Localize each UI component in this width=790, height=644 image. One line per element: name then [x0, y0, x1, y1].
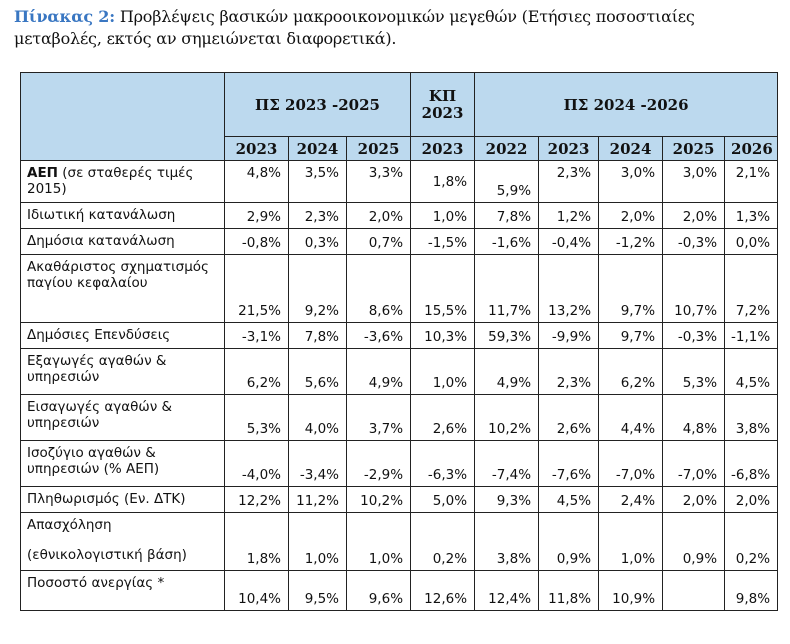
table-cell: 1,0% — [347, 513, 411, 571]
table-cell: 5,6% — [289, 349, 347, 395]
macro-forecast-table — [20, 72, 778, 611]
table-cell: 0,2% — [725, 513, 778, 571]
group-header-ps-2023-2025: ΠΣ 2023 -2025 — [225, 73, 411, 137]
table-cell: -7,6% — [539, 441, 599, 487]
row-label-gap — [27, 533, 218, 547]
table-cell: 1,8% — [411, 161, 475, 203]
year-header: 2022 — [475, 137, 539, 161]
table-cell: 5,3% — [225, 395, 289, 441]
table-cell: 3,8% — [475, 513, 539, 571]
table-cell: 11,2% — [289, 487, 347, 513]
table-cell: 9,6% — [347, 571, 411, 611]
table-row — [21, 323, 778, 349]
row-label-rest: (σε σταθερές τιμές 2015) — [27, 165, 194, 197]
table-cell: 1,2% — [539, 203, 599, 229]
table-cell: 7,8% — [289, 323, 347, 349]
table-cell: 0,7% — [347, 229, 411, 255]
table-cell: 7,8% — [475, 203, 539, 229]
table-cell: -0,4% — [539, 229, 599, 255]
table-cell: -4,0% — [225, 441, 289, 487]
table-cell: 1,3% — [725, 203, 778, 229]
table-row — [21, 487, 778, 513]
table-cell: 11,7% — [475, 255, 539, 323]
table-cell — [663, 571, 725, 611]
table-cell: -3,6% — [347, 323, 411, 349]
table-row — [21, 229, 778, 255]
group-header-kp-2023 — [411, 73, 475, 137]
row-label: Πληθωρισμός (Εν. ΔΤΚ) — [21, 487, 225, 513]
table-cell: 2,6% — [539, 395, 599, 441]
table-cell: 13,2% — [539, 255, 599, 323]
row-label — [21, 161, 225, 203]
table-cell: 2,0% — [347, 203, 411, 229]
table-cell: -0,3% — [663, 229, 725, 255]
table-cell: 2,0% — [663, 487, 725, 513]
table-cell: 0,9% — [539, 513, 599, 571]
table-cell: 2,1% — [725, 161, 778, 203]
table-cell: 9,7% — [599, 323, 663, 349]
table-cell: -0,3% — [663, 323, 725, 349]
table-cell: 10,9% — [599, 571, 663, 611]
table-cell: 4,0% — [289, 395, 347, 441]
header-corner-cell — [21, 73, 225, 161]
table-cell: 9,2% — [289, 255, 347, 323]
table-cell: 2,6% — [411, 395, 475, 441]
year-header: 2024 — [599, 137, 663, 161]
table-cell: 10,2% — [347, 487, 411, 513]
row-label: Ιδιωτική κατανάλωση — [21, 203, 225, 229]
row-label: Δημόσια κατανάλωση — [21, 229, 225, 255]
caption-label: Πίνακας 2: — [14, 7, 115, 26]
kp-year: 2023 — [421, 103, 464, 122]
table-cell: 3,0% — [599, 161, 663, 203]
table-cell: 4,8% — [663, 395, 725, 441]
table-cell: 7,2% — [725, 255, 778, 323]
table-row — [21, 571, 778, 611]
table-cell: -0,8% — [225, 229, 289, 255]
table-cell: 10,7% — [663, 255, 725, 323]
table-cell: 3,3% — [347, 161, 411, 203]
year-header: 2023 — [539, 137, 599, 161]
table-cell: 2,0% — [599, 203, 663, 229]
caption-text: Προβλέψεις βασικών μακροοικονομικών μεγεθών (Ετήσιες ποσοστιαίες μεταβολές, εκτός αν σημειώνεται διαφορετικά). — [14, 7, 695, 48]
table-cell: 1,0% — [289, 513, 347, 571]
table-row — [21, 395, 778, 441]
table-cell: 4,4% — [599, 395, 663, 441]
table-row — [21, 441, 778, 487]
table-row — [21, 203, 778, 229]
kp-label: ΚΠ — [428, 86, 457, 105]
table-cell: 10,3% — [411, 323, 475, 349]
year-header: 2025 — [663, 137, 725, 161]
row-label-line2: (εθνικολογιστική βάση) — [27, 547, 187, 563]
table-cell: -2,9% — [347, 441, 411, 487]
table-cell: 0,2% — [411, 513, 475, 571]
table-cell: 10,2% — [475, 395, 539, 441]
table-cell: 0,0% — [725, 229, 778, 255]
table-cell: -1,1% — [725, 323, 778, 349]
table-cell: -1,6% — [475, 229, 539, 255]
table-cell: 4,9% — [347, 349, 411, 395]
year-header: 2026 — [725, 137, 778, 161]
table-cell: 5,9% — [475, 161, 539, 203]
table-cell: 1,8% — [225, 513, 289, 571]
table-cell: 6,2% — [599, 349, 663, 395]
table-cell: 9,3% — [475, 487, 539, 513]
table-row — [21, 255, 778, 323]
year-header: 2025 — [347, 137, 411, 161]
table-cell: -3,4% — [289, 441, 347, 487]
table-cell: -6,3% — [411, 441, 475, 487]
row-label: Δημόσιες Επενδύσεις — [21, 323, 225, 349]
table-row — [21, 349, 778, 395]
table-cell: -1,5% — [411, 229, 475, 255]
year-header: 2023 — [411, 137, 475, 161]
row-label: Εισαγωγές αγαθών & υπηρεσιών — [21, 395, 225, 441]
table-cell: 5,3% — [663, 349, 725, 395]
year-header: 2024 — [289, 137, 347, 161]
group-header-ps-2024-2026: ΠΣ 2024 -2026 — [475, 73, 778, 137]
table-cell: 4,5% — [539, 487, 599, 513]
table-cell: 21,5% — [225, 255, 289, 323]
table-cell: 8,6% — [347, 255, 411, 323]
table-cell: 10,4% — [225, 571, 289, 611]
table-cell: 1,0% — [411, 349, 475, 395]
row-label — [21, 513, 225, 571]
row-label: Εξαγωγές αγαθών & υπηρεσιών — [21, 349, 225, 395]
table-cell: 12,6% — [411, 571, 475, 611]
table-cell: 0,9% — [663, 513, 725, 571]
table-cell: 15,5% — [411, 255, 475, 323]
table-cell: 9,5% — [289, 571, 347, 611]
header-group-row — [21, 73, 778, 137]
table-cell: 1,0% — [599, 513, 663, 571]
table-cell: 9,7% — [599, 255, 663, 323]
table-cell: -3,1% — [225, 323, 289, 349]
table-cell: 59,3% — [475, 323, 539, 349]
table-cell: -7,0% — [663, 441, 725, 487]
table-row — [21, 513, 778, 571]
table-cell: 3,5% — [289, 161, 347, 203]
table-cell: 6,2% — [225, 349, 289, 395]
table-cell: -6,8% — [725, 441, 778, 487]
row-label: Ισοζύγιο αγαθών & υπηρεσιών (% ΑΕΠ) — [21, 441, 225, 487]
table-cell: -7,4% — [475, 441, 539, 487]
year-header: 2023 — [225, 137, 289, 161]
table-cell: 2,0% — [725, 487, 778, 513]
table-row-gdp — [21, 161, 778, 203]
row-label: Ποσοστό ανεργίας * — [21, 571, 225, 611]
table-cell: 3,0% — [663, 161, 725, 203]
table-cell: 1,0% — [411, 203, 475, 229]
row-label-line1: Απασχόληση — [27, 517, 112, 533]
table-cell: 2,0% — [663, 203, 725, 229]
table-cell: 2,3% — [539, 161, 599, 203]
row-label: Ακαθάριστος σχηματισμός παγίου κεφαλαίου — [21, 255, 225, 323]
table-cell: 12,2% — [225, 487, 289, 513]
row-label-bold: ΑΕΠ — [27, 165, 58, 181]
table-cell: 4,8% — [225, 161, 289, 203]
table-cell: 3,8% — [725, 395, 778, 441]
table-cell: 0,3% — [289, 229, 347, 255]
table-caption — [14, 6, 784, 50]
table-cell: 2,9% — [225, 203, 289, 229]
table-cell: 2,3% — [539, 349, 599, 395]
table-cell: 2,3% — [289, 203, 347, 229]
table-cell: 4,5% — [725, 349, 778, 395]
table-cell: 5,0% — [411, 487, 475, 513]
table-cell: 11,8% — [539, 571, 599, 611]
table-cell: 4,9% — [475, 349, 539, 395]
table-cell: 9,8% — [725, 571, 778, 611]
table-cell: -1,2% — [599, 229, 663, 255]
table-cell: -7,0% — [599, 441, 663, 487]
table-cell: 3,7% — [347, 395, 411, 441]
table-cell: 12,4% — [475, 571, 539, 611]
table-cell: 2,4% — [599, 487, 663, 513]
table-cell: -9,9% — [539, 323, 599, 349]
